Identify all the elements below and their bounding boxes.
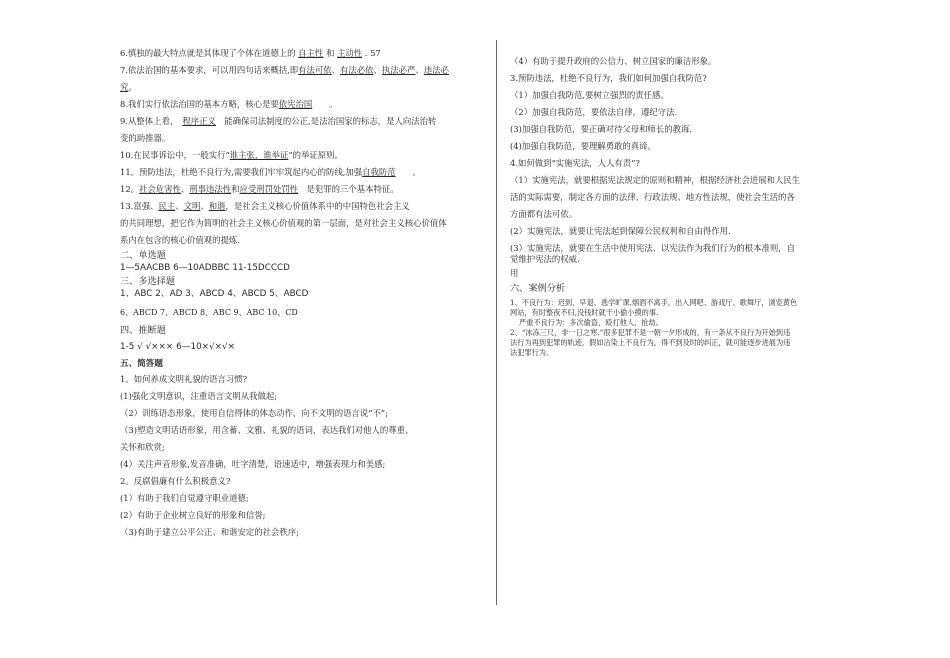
answer-line: （3)塑造文明话语形象，用含蓄、文雅、礼貌的语词，表达我们对他人的尊重、: [120, 425, 414, 435]
blank-answer: 刑事违法性: [189, 184, 232, 194]
question-12: 12。社会危害性、刑事违法性和应受刑罚处罚性 是犯罪的三个基本特征。: [120, 184, 399, 194]
case-answer-line: 网站，有时整夜不归,没钱时就干小偷小摸的事.: [510, 308, 659, 317]
section-title-single-choice: 二、单选题: [120, 250, 166, 261]
case-answer-line: 法行为再到犯罪的轨迹，假如沾染上不良行为，得不到及时的纠正，就可能逐步进展为违: [510, 338, 791, 347]
question-7: 7.依法治国的基本要求，可以用四句话来概括,即有法可依、有法必依、执法必严、违法必: [120, 65, 449, 75]
answer-line: (2）实施宪法，就要让宪法起到保障公民权利和自由得作用.: [510, 226, 731, 236]
short-answer-question-2: 2。反腐倡廉有什么积极意义?: [120, 476, 231, 486]
case-answer-line: 1、不良行为：迟到、早退、逃学旷课,烟酒不离手，出入网吧、游戏厅、歌舞厅，浏览黄色: [510, 298, 798, 307]
stray-character: 用: [510, 268, 519, 278]
question-6: 6.慎独的最大特点就是其体现了个体在道德上的 自主性 和 主动性 . 57: [120, 48, 381, 58]
short-answer-question-1: 1。如何养成文明礼貌的语言习惯?: [120, 374, 248, 384]
question-11: 11。预防违法，杜绝不良行为,需要我们牢牢筑起内心的防线,加强自我防范 。: [120, 167, 421, 177]
blank-answer: 民主: [158, 201, 176, 211]
judgement-answers: 1-5 √ √××× 6—10×√×√×: [120, 342, 235, 352]
answer-line: 觉维护宪法的权威.: [510, 254, 580, 264]
multi-choice-answers-1: 1、ABC 2、AD 3、ABCD 4、ABCD 5、ABCD: [120, 289, 309, 299]
blank-answer: 谁主张，谁举证: [229, 150, 289, 160]
answer-line: (1）有助于我们自觉遵守职业道德;: [120, 493, 249, 503]
section-title-short-answer: 五、简答题: [120, 359, 163, 369]
multi-choice-answers-2: 6、ABCD 7、ABCD 8、ABC 9、ABC 10、CD: [120, 308, 298, 317]
answer-line: （4）有助于提升政府的公信力、树立国家的廉洁形象。: [510, 56, 717, 66]
section-title-case-analysis: 六、案例分析: [510, 283, 566, 294]
answer-line: 活的实际需要，制定各方面的法律、行政法规、地方性法规，使社会生活的各: [510, 192, 795, 202]
answer-line: （2）训练语态形象，使用自信得体的体态动作，向不文明的语言说“不”;: [120, 408, 388, 418]
answer-line: （1）实施宪法，就要根据宪法规定的原则和精神，根据经济社会进展和人民生: [510, 175, 801, 185]
case-answer-line: 严重不良行为：多次偷盗，殴打他人，抢劫。: [519, 318, 663, 327]
right-column: [510, 56, 878, 358]
answer-line: （2）加强自我防范，要依法自律，遵纪守法.: [510, 107, 678, 117]
question-9: 9.从整体上看， 程序正义 能确保司法制度的公正,是法治国家的标志，是人向法治转: [120, 116, 437, 126]
answer-line: (2）有助于企业树立良好的形象和信誉;: [120, 510, 266, 520]
answer-line: (1)强化文明意识，注重语言文明从我做起;: [120, 391, 278, 401]
single-choice-answers: 1—5AACBB 6—10ADBBC 11-15DCCCD: [120, 263, 290, 273]
answer-line: （3)有助于建立公平公正、和谐安定的社会秩序;: [120, 527, 299, 537]
question-7-cont: 究。: [120, 82, 137, 92]
blank-answer: 程序正义: [182, 116, 216, 126]
blank-answer: 文明: [183, 201, 201, 211]
short-answer-question-3: 3.预防违法，杜绝不良行为，我们如何加强自我防范?: [510, 73, 707, 83]
question-10: 10.在民事诉讼中，一般实行“谁主张，谁举证”的举证原则。: [120, 150, 343, 160]
answer-line: (4）关注声音形象,发音准确，吐字清楚，语速适中，增强表现力和美感;: [120, 459, 386, 469]
blank-answer: 主动性: [336, 48, 363, 58]
question-13: 13.富强、民主、文明、和谐，是社会主义核心价值体系中的中国特色社会主义: [120, 201, 410, 211]
answer-line: （1）加强自我防范,要树立强烈的责任感。: [510, 90, 669, 100]
blank-answer: 有法必依: [340, 65, 374, 75]
question-13-cont: 系内在包含的核心价值观的提炼.: [120, 235, 240, 245]
blank-answer: 依宪治国: [278, 99, 313, 109]
left-column: [120, 48, 486, 538]
section-title-judgement: 四、推断题: [120, 325, 166, 336]
short-answer-question-4: 4.如何做到“实施宪法，人人有责”?: [510, 158, 640, 168]
answer-line: 方面都有法可依。: [510, 209, 577, 219]
answer-line: (3）实施宪法，就要在生活中使用宪法、以宪法作为我们行为的根本准则，自: [510, 243, 795, 253]
answer-line: 关怀和欣赏;: [120, 442, 165, 452]
blank-answer: 有法可依: [298, 65, 332, 75]
case-answer-line: 法犯罪行为。: [510, 348, 554, 357]
question-8: 8.我们实行依法治国的基本方略，核心是要依宪治国 。: [120, 99, 338, 109]
blank-answer: 执法必严: [381, 65, 416, 75]
column-divider: [496, 40, 497, 605]
section-title-multi-choice: 三、多选择题: [120, 276, 176, 287]
blank-answer: 自我防范: [362, 167, 396, 177]
blank-answer: 和谐: [208, 201, 226, 211]
answer-line: (4)加强自我防范，要理解勇敢的真谛。: [510, 141, 656, 151]
case-answer-line: 2、“冰冻三尺，非一日之寒.”很多犯罪不是一朝一夕形成的，有一条从不良行为开始到违: [510, 328, 791, 337]
answer-line: (3)加强自我防范，要正确对待父母和师长的教诲.: [510, 124, 693, 134]
blank-answer: 应受刑罚处罚性: [239, 184, 299, 194]
blank-answer: 社会危害性: [139, 184, 181, 194]
question-9-cont: 变的助推器。: [120, 133, 171, 143]
question-13-cont: 的共同理想，把它作为简明的社会主义核心价值观的第一层面，是对社会主义核心价值体: [120, 218, 447, 228]
blank-answer: 违法必: [423, 65, 449, 75]
blank-answer: 自主性: [298, 48, 324, 58]
